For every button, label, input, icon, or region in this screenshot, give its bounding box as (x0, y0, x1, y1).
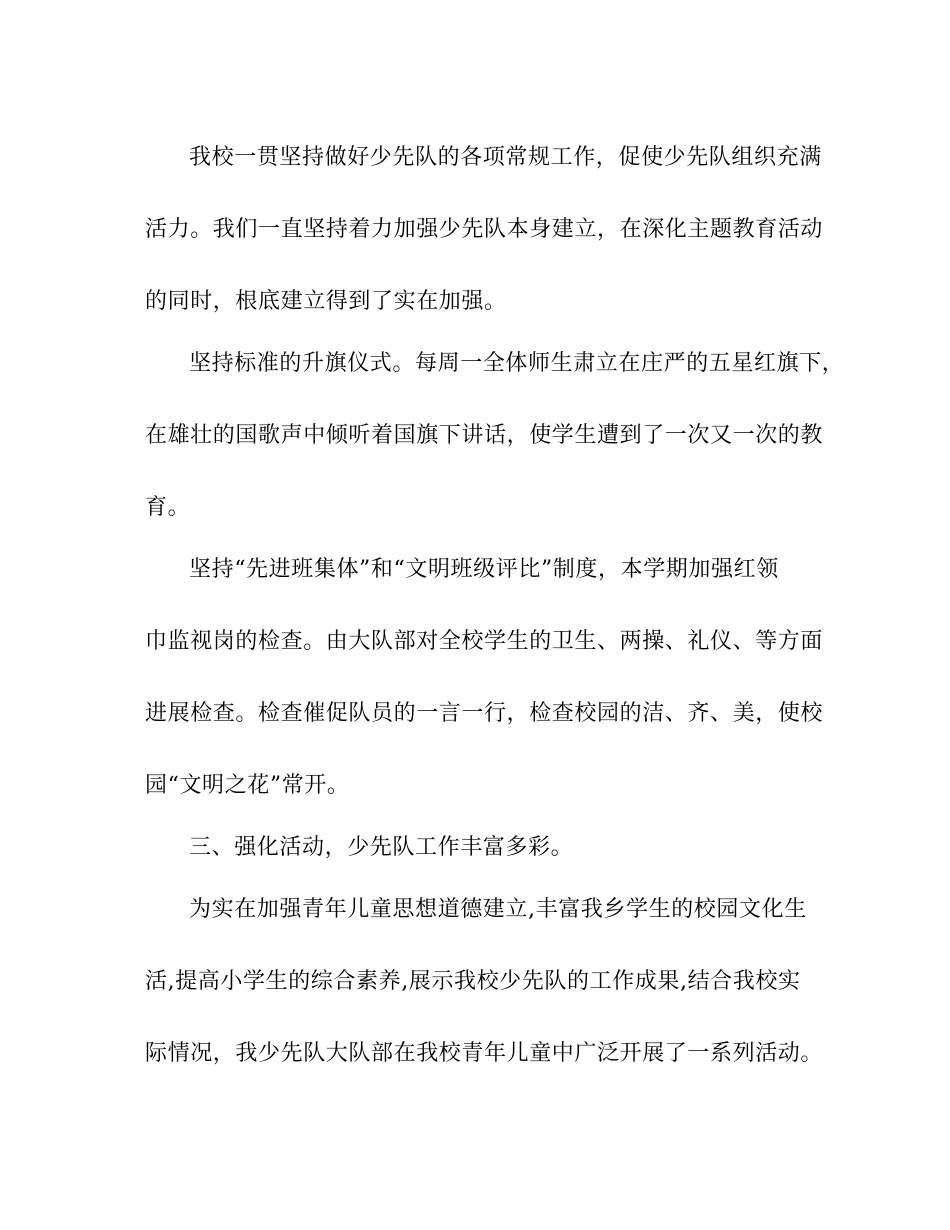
paragraph-5-line-1: 为实在加强青年儿童思想道德建立,丰富我乡学生的校园文化生 (189, 897, 807, 922)
paragraph-1-line-3: 的同时，根底建立得到了实在加强。 (145, 289, 507, 314)
section-heading: 三、强化活动，少先队工作丰富多彩。 (189, 835, 574, 860)
paragraph-5-line-3: 际情况，我少先队大队部在我校青年儿童中广泛开展了一系列活动。 (145, 1041, 824, 1066)
paragraph-2-line-1: 坚持标准的升旗仪式。每周一全体师生肃立在庄严的五星红旗下， (189, 351, 845, 376)
paragraph-2-line-2: 在雄壮的国歌声中倾听着国旗下讲话，使学生遭到了一次又一次的教 (145, 423, 824, 448)
paragraph-3-line-3: 进展检查。检查催促队员的一言一行，检查校园的洁、齐、美，使校 (145, 701, 824, 726)
paragraph-3-line-1: 坚持“先进班集体”和“文明班级评比”制度，本学期加强红领 (189, 557, 779, 582)
paragraph-2-line-3: 育。 (145, 495, 191, 520)
paragraph-1-line-2: 活力。我们一直坚持着力加强少先队本身建立，在深化主题教育活动 (145, 217, 824, 242)
paragraph-3-line-4: 园“文明之花”常开。 (145, 773, 350, 798)
paragraph-5-line-2: 活,提高小学生的综合素养,展示我校少先队的工作成果,结合我校实 (145, 969, 801, 994)
paragraph-3-line-2: 巾监视岗的检查。由大队部对全校学生的卫生、两操、礼仪、等方面 (145, 629, 824, 654)
paragraph-1-line-1: 我校一贯坚持做好少先队的各项常规工作，促使少先队组织充满 (189, 145, 822, 170)
